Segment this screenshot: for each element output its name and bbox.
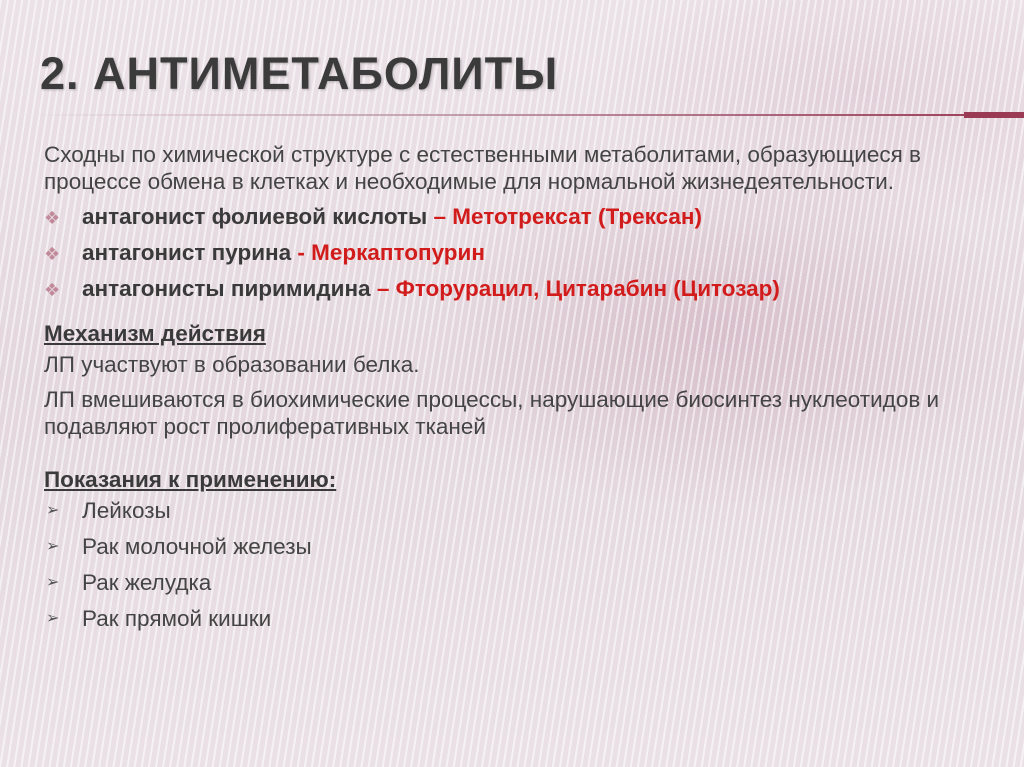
arrow-bullet-icon: ➢ (46, 502, 60, 519)
slide-body (44, 141, 994, 641)
list-item (44, 239, 994, 266)
mechanism-heading: Механизм действия (44, 321, 266, 346)
mechanism-text-2: ЛП вмешиваются в биохимические процессы, нарушающие биосинтез нуклеотидов и подавляют рост пролиферативных тканей (44, 387, 940, 439)
diamond-bullet-icon: ❖ (44, 280, 61, 300)
diamond-bullet-icon: ❖ (44, 208, 61, 228)
arrow-bullet-icon: ➢ (46, 610, 60, 627)
indications-heading: Показания к применению: (44, 467, 337, 492)
list-item (44, 497, 994, 524)
list-item (44, 533, 994, 560)
drug-separator: - (291, 240, 312, 265)
title-underline (30, 114, 1024, 116)
intro-text: Сходны по химической структуре с естественными метаболитами, образующиеся в процессе обмена в клетках и необходимые для нормальной жизнедеятельности. (44, 142, 921, 194)
diamond-bullet-icon: ❖ (44, 244, 61, 264)
drug-list (44, 203, 994, 302)
list-item (44, 569, 994, 596)
drug-separator: – (427, 204, 453, 229)
indication-label: Рак прямой кишки (82, 606, 272, 631)
title-accent-bar (964, 112, 1024, 118)
slide-title: 2. АНТИМЕТАБОЛИТЫ (40, 48, 559, 99)
list-item (44, 203, 994, 230)
indication-label: Лейкозы (82, 498, 171, 523)
arrow-bullet-icon: ➢ (46, 538, 60, 555)
arrow-bullet-icon: ➢ (46, 574, 60, 591)
mechanism-text-1: ЛП участвуют в образовании белка. (44, 352, 420, 377)
drug-separator: – (370, 276, 396, 301)
drug-names: Меркаптопурин (311, 240, 485, 265)
indication-label: Рак желудка (82, 570, 212, 595)
list-item (44, 275, 994, 302)
section-spacer (44, 448, 994, 466)
drug-term: антагонисты пиримидина (82, 276, 371, 301)
drug-term: антагонист пурина (82, 240, 292, 265)
drug-names: Метотрексат (Трексан) (452, 204, 702, 229)
list-item (44, 605, 994, 632)
drug-names: Фторурацил, Цитарабин (Цитозар) (395, 276, 780, 301)
drug-term: антагонист фолиевой кислоты (82, 204, 428, 229)
indications-list (44, 497, 994, 632)
indication-label: Рак молочной железы (82, 534, 312, 559)
